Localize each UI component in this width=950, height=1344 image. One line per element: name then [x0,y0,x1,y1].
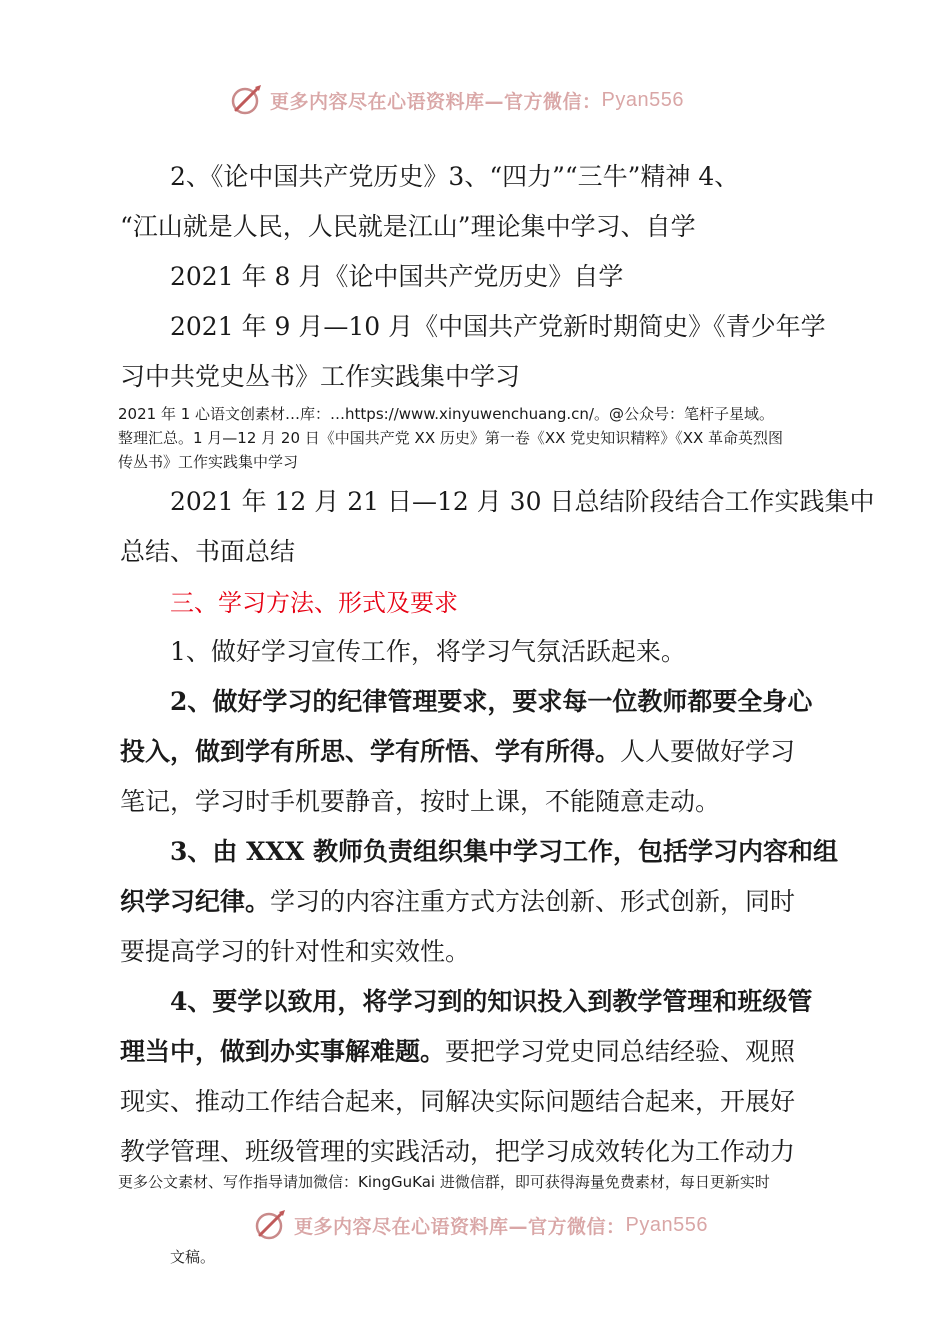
bold-run: 理当中，做到办实事解难题。 [120,1037,446,1066]
body-line-bold: 2、做好学习的纪律管理要求，要求每一位教师都要全身心 [170,687,813,716]
watermark-footer [0,1207,950,1247]
watermark-header [0,82,950,122]
normal-run: 要把学习党史同总结经验、观照 [445,1037,796,1066]
inserted-note-line: 传丛书》工作实践集中学习 [118,453,299,471]
normal-run: 人人要做好学习 [620,737,796,766]
body-line: 要提高学习的针对性和实效性。 [120,937,471,966]
footer-note: 文稿。 [170,1248,216,1266]
body-line: 2021 年 8 月《论中国共产党历史》自学 [170,262,624,291]
normal-run: 学习的内容注重方式方法创新、形式创新，同时 [270,887,796,916]
body-line-bold: 4、要学以致用，将学习到的知识投入到教学管理和班级管 [170,987,813,1016]
body-line: 1、做好学习宣传工作，将学习气氛活跃起来。 [170,637,686,666]
body-line: 教学管理、班级管理的实践活动，把学习成效转化为工作动力 [120,1137,796,1166]
watermark-wechat-id: Pyan556 [601,88,684,111]
body-line: 2021 年 12 月 21 日—12 月 30 日总结阶段结合工作实践集中 [170,487,875,516]
watermark-text: 更多内容尽在心语资料库—官方微信： [294,1215,626,1238]
body-line: 2、《论中国共产党历史》3、“四力”“三牛”精神 4、 [170,162,740,191]
bold-run: 投入，做到学有所思、学有所悟、学有所得。 [120,737,621,766]
inserted-note-line: 2021 年 1 心语文创素材…库：…https://www.xinyuwenchuang.cn/。@公众号：笔杆子星域。 [118,405,774,423]
body-line-bold: 3、由 XXX 教师负责组织集中学习工作，包括学习内容和组 [170,837,838,866]
body-line: 总结、书面总结 [120,537,296,566]
body-line-mixed [120,735,795,769]
footer-note: 更多公文素材、写作指导请加微信：KingGuKai 进微信群，即可获得海量免费素材，每日更新实时 [118,1173,770,1191]
body-line: 笔记，学习时手机要静音，按时上课，不能随意走动。 [120,787,721,816]
body-line-mixed [120,1035,795,1069]
body-line-mixed [120,885,795,919]
body-line: 现实、推动工作结合起来，同解决实际问题结合起来，开展好 [120,1087,796,1116]
section-heading: 三、学习方法、形式及要求 [170,589,458,617]
pen-circle-logo-icon [252,1207,288,1243]
bold-run: 织学习纪律。 [120,887,271,916]
body-line: 2021 年 9 月—10 月《中国共产党新时期简史》《青少年学 [170,312,826,341]
pen-circle-logo-icon [228,82,264,118]
body-line: 习中共党史丛书》工作实践集中学习 [120,362,521,391]
body-line: “江山就是人民，人民就是江山”理论集中学习、自学 [120,212,696,241]
inserted-note-line: 整理汇总。1 月—12 月 20 日《中国共产党 XX 历史》第一卷《XX 党史知识精粹》《XX 革命英烈图 [118,429,784,447]
watermark-text: 更多内容尽在心语资料库—官方微信： [270,90,602,113]
watermark-wechat-id: Pyan556 [625,1213,708,1236]
